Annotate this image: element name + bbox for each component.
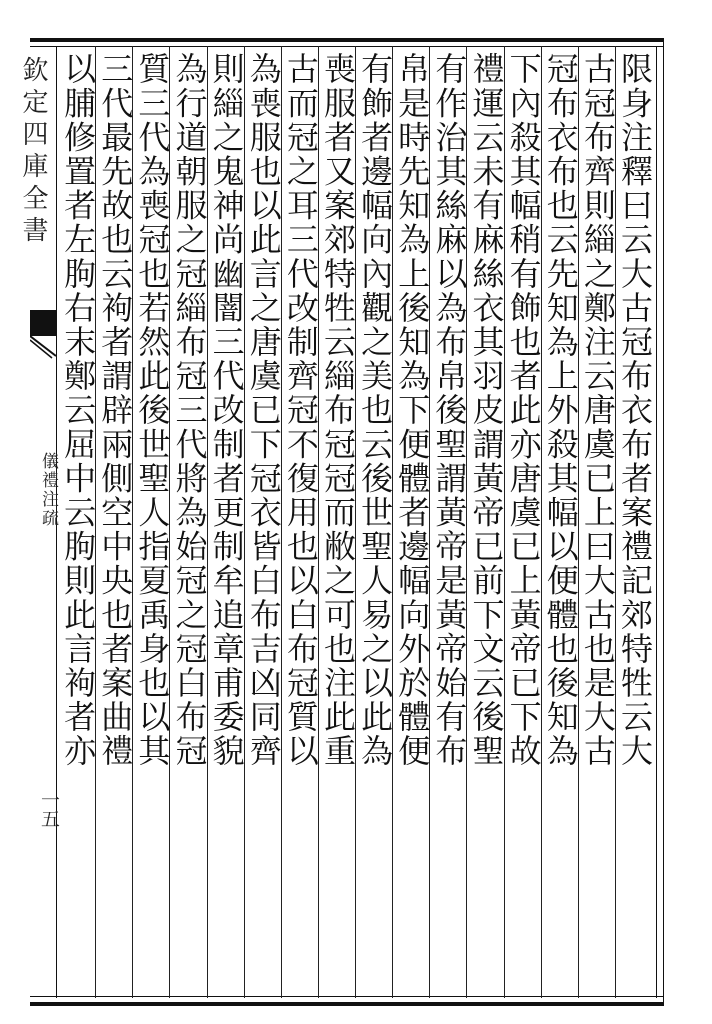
- text-column: 古而冠之耳三代改制齊冠不復用也以白布冠質以: [281, 52, 320, 769]
- right-inner-border: [656, 46, 657, 998]
- text-column: 質三代為喪冠也若然此後世聖人指夏禹身也以其: [133, 52, 172, 769]
- text-column: 冠布衣布也云先知為上外殺其幅以便體也後知為: [541, 52, 580, 769]
- bottom-border: [30, 1002, 664, 1006]
- top-inner-border: [30, 46, 664, 47]
- text-column: 禮運云未有麻絲衣其羽皮謂黃帝已前下文云後聖: [467, 52, 506, 769]
- text-column: 則緇之鬼神尚幽闇三代改制者更制牟追章甫委貌: [207, 52, 246, 769]
- text-column: 有飾者邊幅向內觀之美也云後世聖人易之以此為: [356, 52, 395, 769]
- bottom-inner-border: [30, 996, 664, 997]
- text-column: 古冠布齊則緇之鄭注云唐虞已上曰大古也是大古: [578, 52, 617, 769]
- text-column: 限身注釋曰云大古冠布衣布者案禮記郊特牲云大: [616, 52, 654, 769]
- text-column: 以脯修置者左朐右末鄭云屈中云朐則此言袧者亦: [59, 52, 98, 769]
- text-column: 為行道朝服之冠緇布冠三代將為始冠之冠白布冠: [170, 52, 209, 769]
- book-title: 欽定四庫全書: [18, 56, 48, 248]
- fishtail-mark-icon: [30, 300, 58, 360]
- text-column: 為喪服也以此言之唐虞已下冠衣皆白布吉凶同齊: [244, 52, 283, 769]
- text-column: 喪服者又案郊特牲云緇布冠冠而敝之可也注此重: [319, 52, 357, 769]
- section-title: 儀禮注疏: [38, 452, 58, 528]
- text-column: 三代最先故也云袧者謂辟兩側空中央也者案曲禮: [96, 52, 135, 769]
- text-column: 帛是時先知為上後知為下便體者邊幅向外於體便: [393, 52, 432, 769]
- right-border: [663, 38, 664, 1006]
- page-number: 一五: [38, 790, 60, 828]
- top-border: [30, 38, 664, 42]
- text-column: 有作治其絲麻以為布帛後聖謂黃帝是黃帝始有布: [430, 52, 469, 769]
- text-column: 下內殺其幅稍有飾也者此亦唐虞已上黃帝已下故: [504, 52, 543, 769]
